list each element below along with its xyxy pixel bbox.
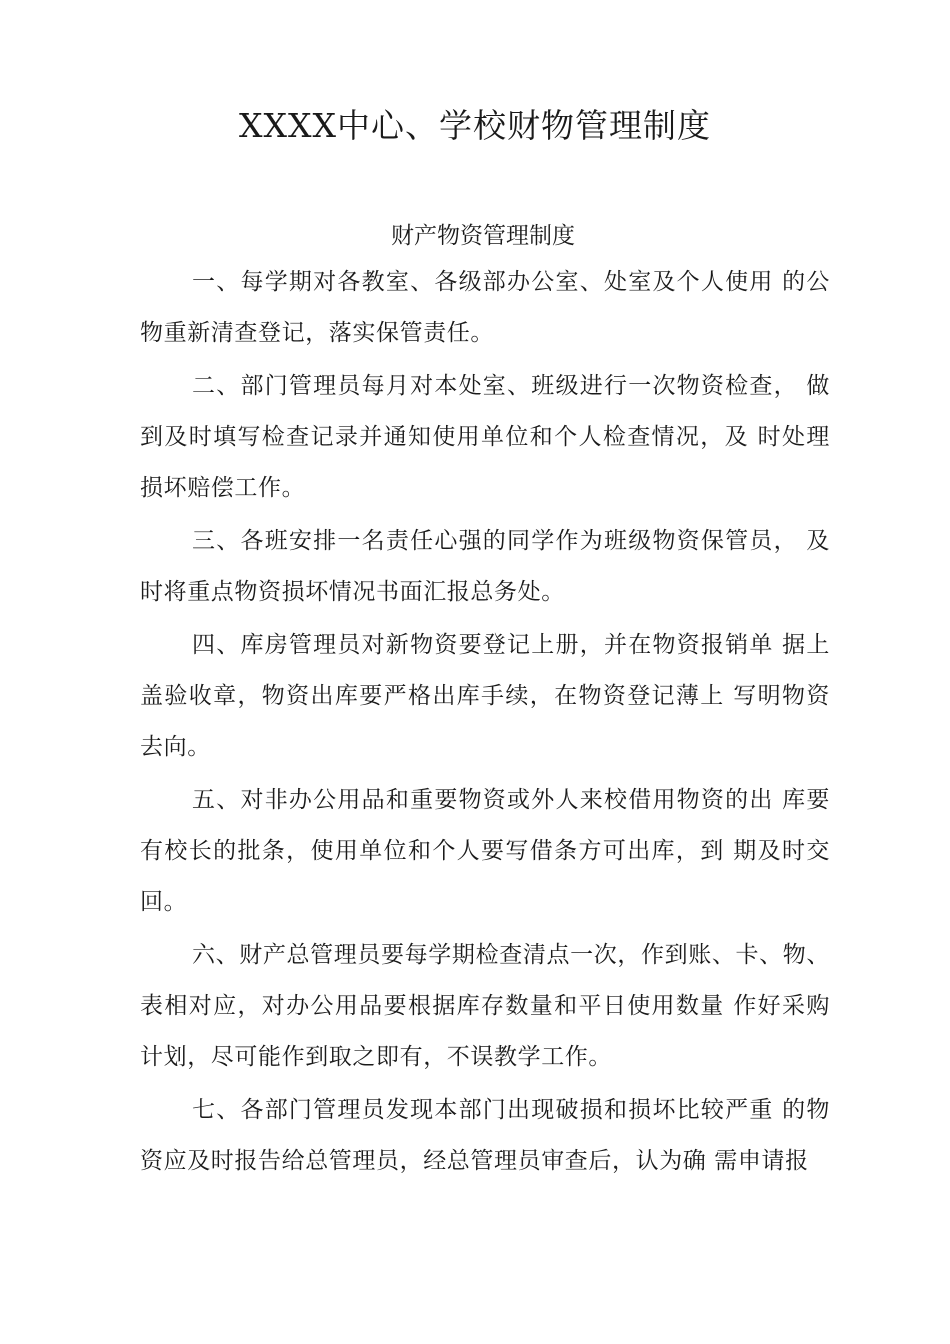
- document-body: [140, 257, 830, 1189]
- paragraph-5: 五、对非办公用品和重要物资或外人来校借用物资的出 库要有校长的批条，使用单位和个人要写借条方可出库，到 期及时交回。: [140, 787, 830, 915]
- paragraph-2: 二、部门管理员每月对本处室、班级进行一次物资检查， 做到及时填写检查记录并通知使用单位和个人检查情况，及 时处理损坏赔偿工作。: [140, 373, 830, 501]
- paragraph-7: 七、各部门管理员发现本部门出现破损和损坏比较严重 的物资应及时报告给总管理员，经总管理员审查后，认为确 需申请报: [140, 1097, 830, 1174]
- document-title: XXXX中心、学校财物管理制度: [239, 106, 711, 145]
- paragraph-4: 四、库房管理员对新物资要登记上册，并在物资报销单 据上盖验收章，物资出库要严格出库手续，在物资登记薄上 写明物资去向。: [140, 632, 830, 760]
- paragraph-6: 六、财产总管理员要每学期检查清点一次，作到账、卡、物、表相对应，对办公用品要根据库存数量和平日使用数量 作好采购计划，尽可能作到取之即有，不误教学工作。: [140, 942, 830, 1070]
- paragraph-3: 三、各班安排一名责任心强的同学作为班级物资保管员， 及时将重点物资损坏情况书面汇报总务处。: [140, 528, 830, 605]
- section-title: 财产物资管理制度: [391, 223, 575, 249]
- paragraph-1: 一、每学期对各教室、各级部办公室、处室及个人使用 的公物重新清查登记，落实保管责任。: [140, 269, 830, 346]
